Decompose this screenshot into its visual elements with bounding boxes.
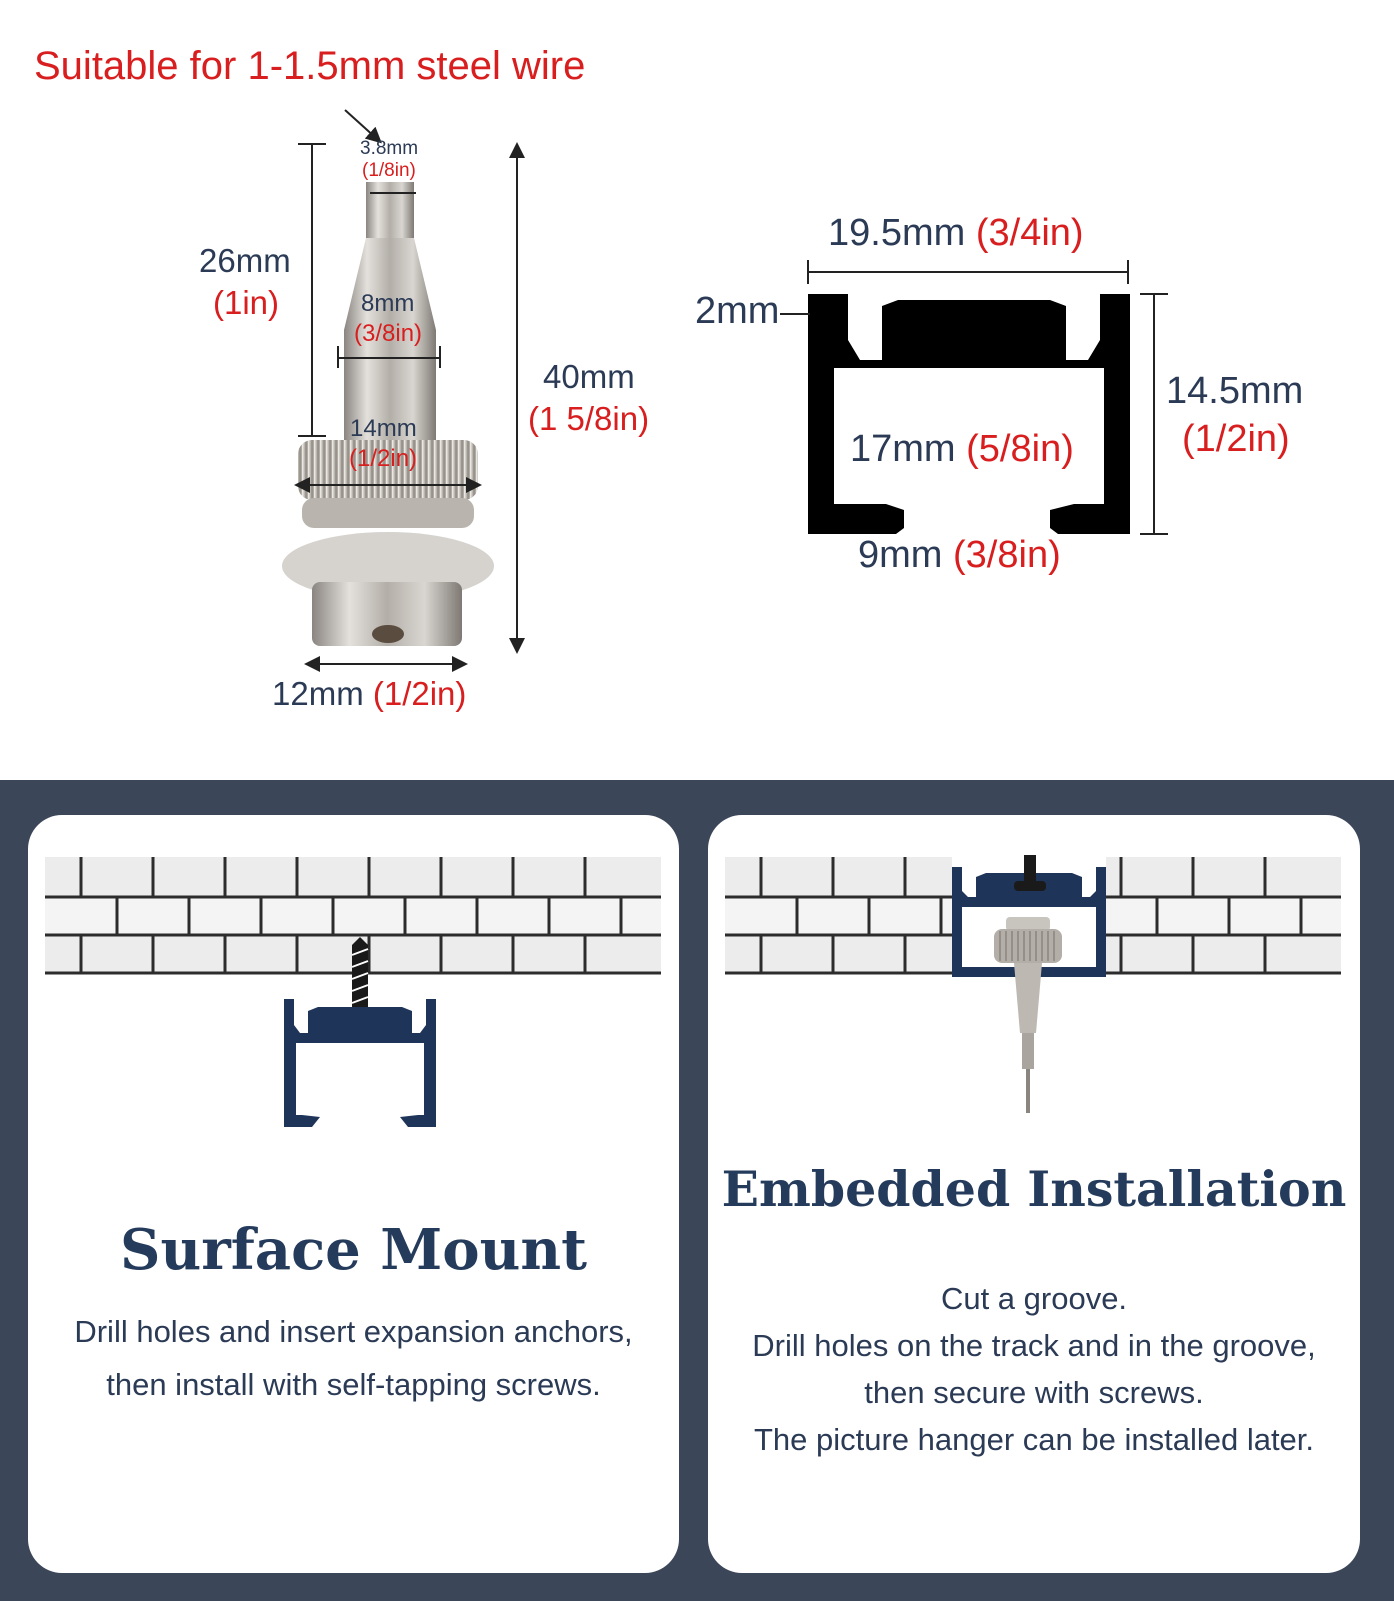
surface-mount-description (28, 1308, 679, 1408)
embedded-desc-line-1: Cut a groove. (940, 1281, 1128, 1316)
base-in-label: (1/2in) (372, 675, 467, 712)
base-mm-label: 12mm (272, 675, 364, 712)
length-mm-label: 26mm (199, 242, 291, 279)
track-width-mm: 19.5mm (828, 212, 966, 254)
picture-hanger-image (282, 182, 494, 646)
track-profile-icon (284, 999, 436, 1127)
hanger-tip (366, 182, 414, 238)
total-in-label: (1 5/8in) (528, 400, 650, 437)
picture-hanger-icon (994, 917, 1062, 1113)
embedded-installation-title: Embedded Installation (721, 1160, 1347, 1218)
track-profile (808, 294, 1130, 534)
surface-desc-line-2: then install with self-tapping screws. (106, 1367, 601, 1402)
base-dim-label (272, 675, 466, 713)
inner-mm: 17mm (850, 428, 956, 470)
hanger-spring (302, 498, 474, 528)
embedded-installation-card (708, 815, 1360, 1573)
shaft-in-label: (3/8in) (354, 320, 423, 347)
track-height-in-label: (1/2in) (1182, 418, 1290, 460)
knob-mm-label: 14mm (350, 415, 417, 442)
wire-note: Suitable for 1-1.5mm steel wire (34, 44, 586, 88)
slot-mm: 9mm (858, 534, 943, 576)
inner-width-label (850, 428, 1074, 471)
embedded-installation-description (708, 1275, 1360, 1463)
embedded-desc-line-3: then secure with screws. (864, 1375, 1204, 1410)
surface-mount-card (28, 815, 679, 1573)
tip-mm-label: 3.8mm (360, 138, 419, 159)
track-height-mm-label: 14.5mm (1166, 370, 1304, 412)
embedded-installation-illustration (708, 815, 1360, 1145)
slot-in: (3/8in) (953, 534, 1061, 576)
knob-in-label: (1/2in) (349, 445, 418, 472)
wall-mm-label: 2mm (695, 290, 780, 332)
length-in-label: (1in) (213, 284, 280, 321)
shaft-mm-label: 8mm (361, 290, 415, 317)
track-width-in: (3/4in) (975, 212, 1084, 254)
surface-mount-illustration (28, 815, 679, 1145)
inner-in: (5/8in) (966, 428, 1074, 470)
embedded-desc-line-4: The picture hanger can be installed later. (753, 1422, 1315, 1457)
wire-pointer-arrow (345, 110, 376, 138)
hanger-screw-hole (372, 625, 404, 643)
track-width-label (828, 212, 1084, 255)
tip-in-label: (1/8in) (362, 160, 416, 181)
embedded-desc-line-2: Drill holes on the track and in the groove, (752, 1328, 1316, 1363)
total-mm-label: 40mm (543, 358, 635, 395)
slot-width-label (858, 534, 1061, 577)
surface-desc-line-1: Drill holes and insert expansion anchors, (74, 1314, 633, 1349)
surface-mount-title: Surface Mount (120, 1217, 587, 1283)
